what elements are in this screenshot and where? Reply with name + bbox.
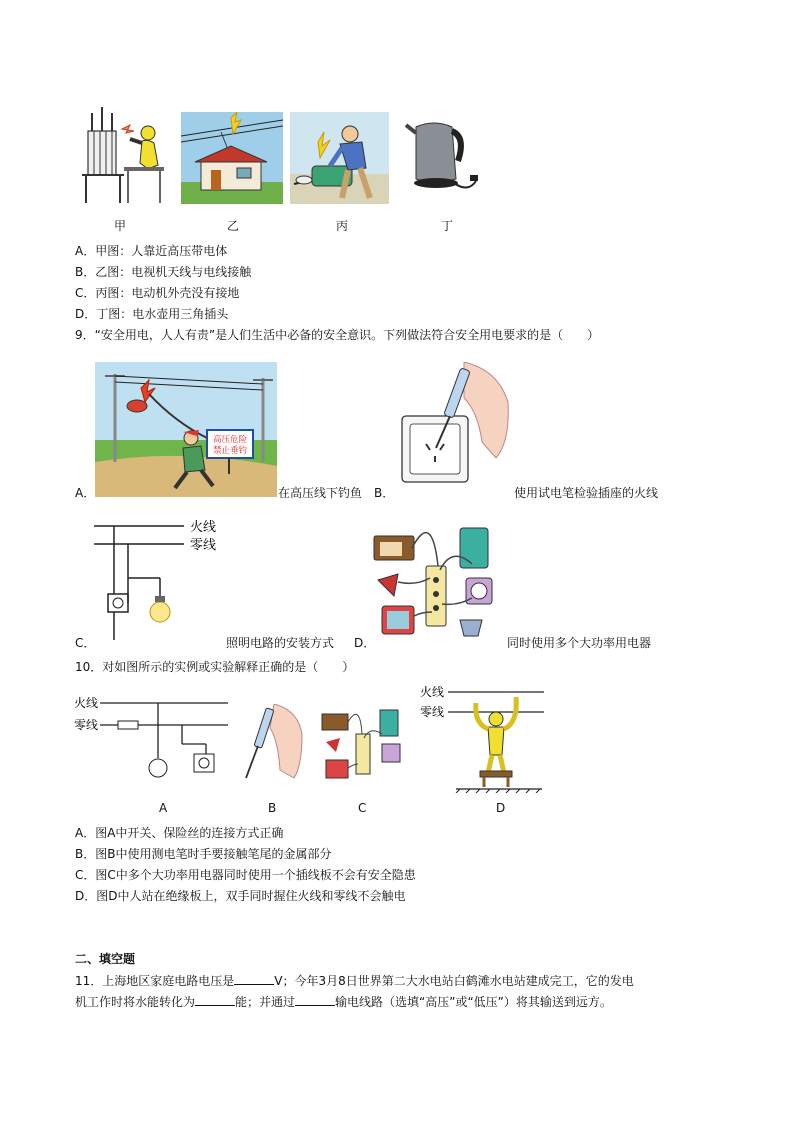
circuit-neutral-label: 零线	[190, 538, 217, 553]
figure-10b-test-pen	[240, 704, 304, 782]
circuit-live-label: 火线	[190, 520, 217, 535]
q10-option-d: D．图D中人站在绝缘板上，双手同时握住火线和零线不会触电	[75, 889, 406, 903]
caption-bing: 丙	[336, 219, 349, 233]
fig-label-b: B	[268, 801, 277, 815]
q8-option-c: C．丙图：电动机外壳没有接地	[75, 286, 240, 300]
q10-option-c: C．图C中多个大功率用电器同时使用一个插线板不会有安全隐患	[75, 868, 416, 882]
q9-option-b-text: 使用试电笔检验插座的火线	[514, 486, 659, 500]
q10-option-b: B．图B中使用测电笔时手要接触笔尾的金属部分	[75, 847, 332, 861]
q11-line-2	[75, 993, 612, 1010]
q9-option-d-text: 同时使用多个大功率用电器	[507, 636, 652, 650]
figure-10a-circuit	[72, 688, 232, 788]
q11-part-2: V；今年3月8日世界第二大水电站白鹤滩水电站建成完工，它的发电	[274, 974, 634, 988]
q11-part-1: 11．上海地区家庭电路电压是	[75, 974, 235, 988]
q9-stem: 9．“安全用电，人人有责”是人们生活中必备的安全意识。下列做法符合安全用电要求的是（ ）	[75, 328, 600, 342]
figure-test-pen-socket	[398, 362, 516, 492]
q8-option-d: D．丁图：电水壶用三角插头	[75, 307, 229, 321]
q11-part-3: 机工作时将水能转化为	[75, 995, 196, 1009]
figure-lighting-circuit	[88, 516, 238, 652]
sign-text-line-2: 禁止垂钓	[212, 446, 248, 456]
caption-jia: 甲	[114, 219, 127, 233]
q11-part-5: 输电线路（选填“高压”或“低压”）将其输送到远方。	[335, 995, 612, 1009]
fig-d-live-label: 火线	[420, 685, 445, 699]
q8-option-a: A．甲图：人靠近高压带电体	[75, 244, 228, 258]
figure-yi	[181, 112, 283, 204]
figure-10d-person-wires	[418, 683, 548, 793]
caption-ding: 丁	[441, 219, 454, 233]
q9-option-a-letter: A．	[75, 486, 96, 500]
q8-option-b: B．乙图：电视机天线与电线接触	[75, 265, 252, 279]
figure-10c-appliances	[320, 704, 406, 784]
q11-part-4: 能；并通过	[235, 995, 296, 1009]
section-title-fill-in: 二、填空题	[75, 952, 136, 966]
figure-many-appliances	[372, 516, 500, 644]
fig-a-live-label: 火线	[74, 696, 99, 710]
q9-option-d-letter: D．	[354, 636, 376, 650]
fig-label-a: A	[159, 801, 168, 815]
q11-blank-voltage[interactable]	[234, 972, 274, 985]
q10-stem: 10．对如图所示的实例或实验解释正确的是（ ）	[75, 660, 355, 674]
q11-line-1	[75, 972, 634, 989]
figure-fishing	[95, 362, 277, 497]
fig-label-d: D	[496, 801, 506, 815]
q9-option-c-letter: C．	[75, 636, 96, 650]
sign-text-line-1: 高压危险	[212, 435, 248, 445]
fig-d-neutral-label: 零线	[420, 705, 445, 719]
q11-blank-line-type[interactable]	[295, 993, 335, 1006]
figure-ding	[404, 115, 482, 197]
q11-blank-energy[interactable]	[195, 993, 235, 1006]
q10-option-a: A．图A中开关、保险丝的连接方式正确	[75, 826, 284, 840]
fig-label-c: C	[358, 801, 367, 815]
q9-option-b-letter: B．	[374, 486, 395, 500]
q9-option-a-text: 在高压线下钓鱼	[278, 486, 363, 500]
fig-a-neutral-label: 零线	[74, 718, 99, 732]
figure-jia	[78, 103, 176, 205]
caption-yi: 乙	[227, 219, 240, 233]
q9-option-c-text: 照明电路的安装方式	[226, 636, 335, 650]
figure-bing	[290, 112, 389, 204]
